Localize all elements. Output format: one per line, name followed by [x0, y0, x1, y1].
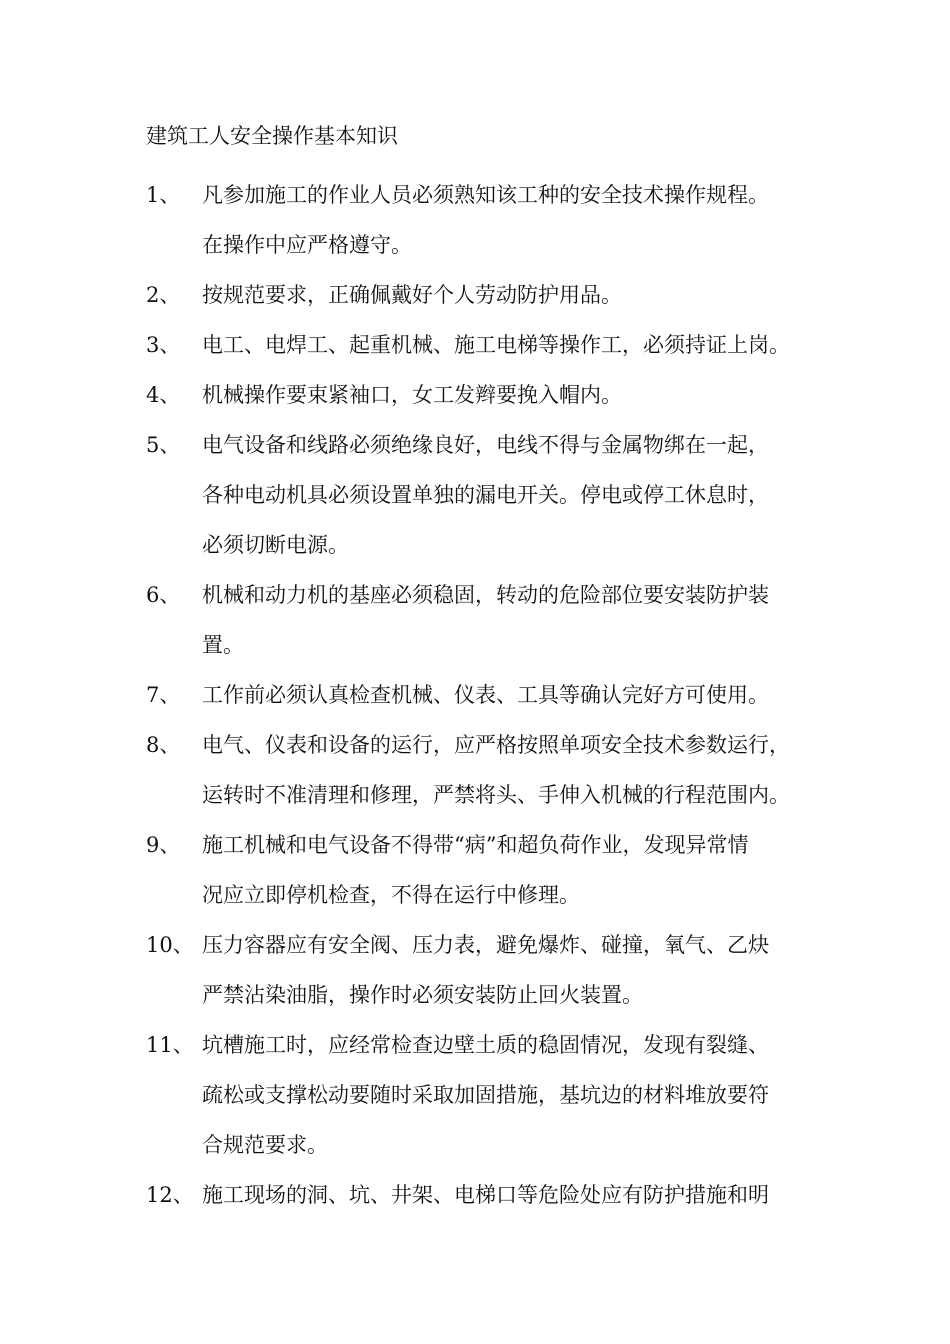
list-item [0, 720, 950, 820]
list-item-number: 7、 [146, 683, 181, 707]
list-item-text [202, 320, 822, 370]
list-item [0, 1020, 950, 1170]
list-item-line: 按规范要求，正确佩戴好个人劳动防护用品。 [202, 283, 622, 307]
list-item-number: 10、 [146, 933, 194, 957]
list-item [0, 270, 950, 320]
list-item-text [202, 370, 822, 420]
list-item-number: 4、 [146, 383, 181, 407]
list-item-line: 机械操作要束紧袖口，女工发辫要挽入帽内。 [202, 383, 622, 407]
list-item-line: 必须切断电源。 [202, 533, 349, 557]
list-item-text [202, 670, 822, 720]
list-item [0, 670, 950, 720]
list-item-number: 2、 [146, 283, 181, 307]
list-item-text [202, 720, 822, 820]
list-item [0, 920, 950, 1020]
list-item-text [202, 920, 822, 1020]
list-item-number: 12、 [146, 1183, 194, 1207]
list-item-line: 严禁沾染油脂，操作时必须安装防止回火装置。 [202, 983, 643, 1007]
list-item-text [202, 1170, 822, 1220]
list-item-text [202, 570, 822, 670]
list-item-line: 况应立即停机检查，不得在运行中修理。 [202, 883, 580, 907]
list-item [0, 370, 950, 420]
list-item [0, 320, 950, 370]
list-item-text [202, 820, 822, 920]
list-item [0, 420, 950, 570]
list-item-text [202, 1020, 822, 1170]
list-item-number: 3、 [146, 333, 181, 357]
list-item [0, 570, 950, 670]
list-item-text [202, 420, 822, 570]
list-item-line: 电工、电焊工、起重机械、施工电梯等操作工，必须持证上岗。 [202, 333, 790, 357]
list-item-text [202, 270, 822, 320]
list-item [0, 170, 950, 270]
list-item-line: 机械和动力机的基座必须稳固，转动的危险部位要安装防护装 [202, 583, 769, 607]
list-item-line: 置。 [202, 633, 244, 657]
list-item-line: 各种电动机具必须设置单独的漏电开关。停电或停工休息时， [202, 483, 769, 507]
list-item-number: 9、 [146, 833, 181, 857]
list-item-line: 在操作中应严格遵守。 [202, 233, 412, 257]
list-item-line: 合规范要求。 [202, 1133, 328, 1157]
list-item-line: 疏松或支撑松动要随时采取加固措施，基坑边的材料堆放要符 [202, 1083, 769, 1107]
list-item-number: 8、 [146, 733, 181, 757]
list-item-line: 施工机械和电气设备不得带“病”和超负荷作业，发现异常情 [202, 833, 749, 857]
list-item-line: 坑槽施工时，应经常检查边壁土质的稳固情况，发现有裂缝、 [202, 1033, 769, 1057]
safety-rules-list [0, 170, 950, 1220]
list-item-line: 施工现场的洞、坑、井架、电梯口等危险处应有防护措施和明 [202, 1183, 769, 1207]
list-item [0, 820, 950, 920]
list-item-number: 5、 [146, 433, 181, 457]
list-item-line: 电气、仪表和设备的运行，应严格按照单项安全技术参数运行， [202, 733, 790, 757]
list-item-number: 11、 [146, 1033, 194, 1057]
list-item-number: 1、 [146, 183, 181, 207]
list-item-number: 6、 [146, 583, 181, 607]
list-item-line: 凡参加施工的作业人员必须熟知该工种的安全技术操作规程。 [202, 183, 769, 207]
list-item-line: 电气设备和线路必须绝缘良好，电线不得与金属物绑在一起， [202, 433, 769, 457]
list-item [0, 1170, 950, 1220]
list-item-line: 压力容器应有安全阀、压力表，避免爆炸、碰撞，氧气、乙炔 [202, 933, 769, 957]
document-title: 建筑工人安全操作基本知识 [146, 124, 398, 148]
list-item-text [202, 170, 822, 270]
list-item-line: 运转时不准清理和修理，严禁将头、手伸入机械的行程范围内。 [202, 783, 790, 807]
list-item-line: 工作前必须认真检查机械、仪表、工具等确认完好方可使用。 [202, 683, 769, 707]
